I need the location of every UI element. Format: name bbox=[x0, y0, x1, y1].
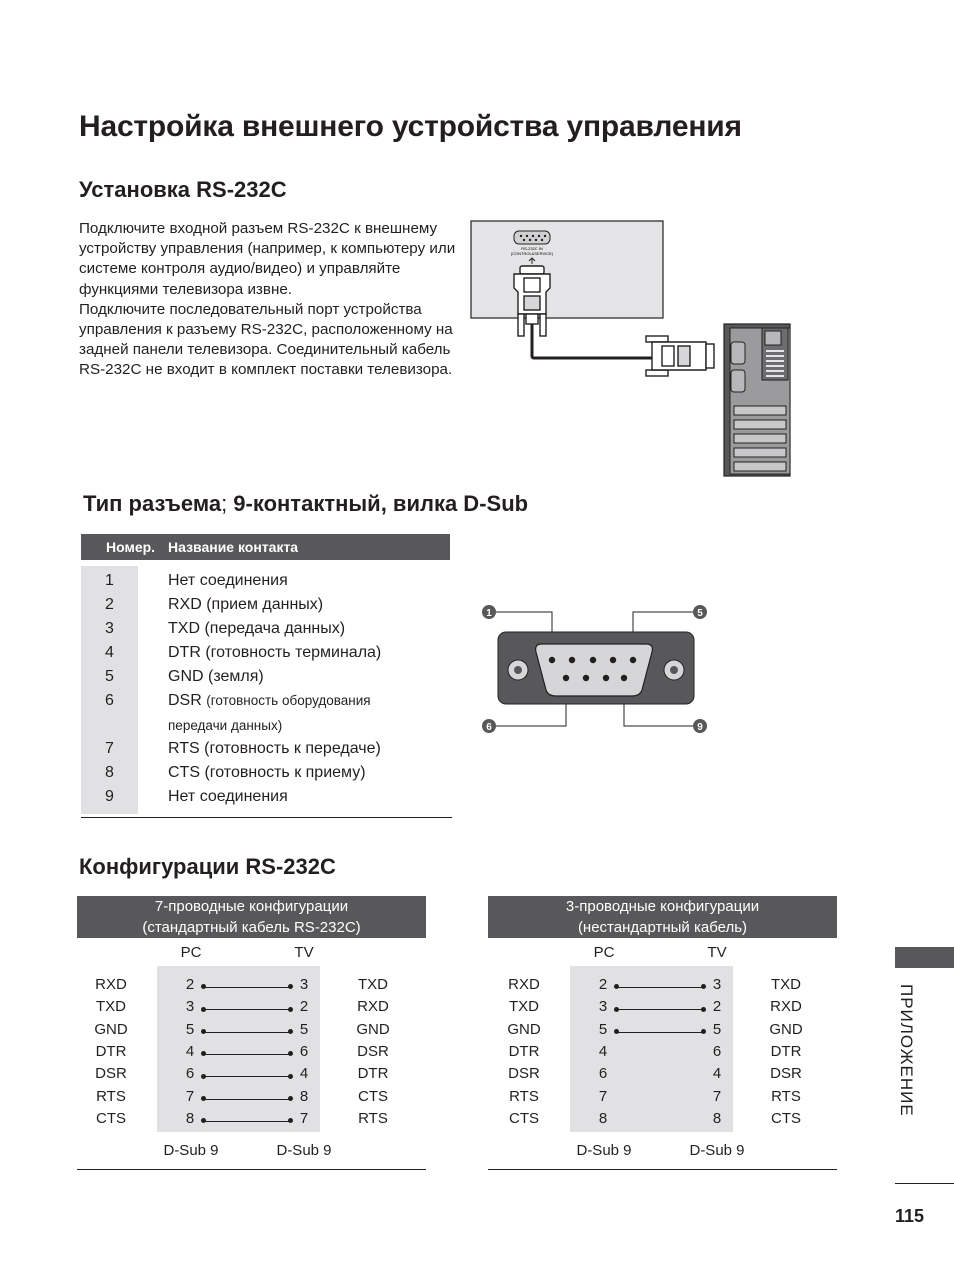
config3-pc-pin: 2 bbox=[598, 976, 608, 993]
config7-pc-pin: 5 bbox=[185, 1020, 195, 1038]
pin-number: 9 bbox=[105, 788, 114, 805]
section-heading-install: Установка RS-232C bbox=[79, 177, 287, 202]
config7-wire bbox=[204, 1054, 290, 1055]
config7-pc-pin: 2 bbox=[185, 976, 195, 993]
config3-wire bbox=[617, 987, 703, 988]
config7-left-signal: DTR bbox=[95, 1042, 127, 1060]
intro-text bbox=[79, 219, 474, 381]
pin-name-note-continued: передачи данных) bbox=[168, 718, 283, 733]
config7-tv-pin: 4 bbox=[299, 1065, 309, 1083]
page-number: 115 bbox=[895, 1206, 925, 1226]
config3-tv-pin: 2 bbox=[712, 998, 722, 1016]
config3-tv-pin: 5 bbox=[712, 1020, 722, 1038]
config3-left-signal: DTR bbox=[508, 1042, 540, 1060]
pin-badge-5-label: 5 bbox=[697, 608, 703, 619]
config3-right-signal: DSR bbox=[770, 1065, 802, 1083]
config3-tv-pin: 7 bbox=[712, 1087, 722, 1105]
pin-number: 1 bbox=[105, 572, 114, 589]
pin-number: 7 bbox=[105, 740, 114, 757]
config3-pc-pin: 6 bbox=[598, 1065, 608, 1083]
config3-pc-pin: 4 bbox=[598, 1042, 608, 1060]
config7-foot-tv: D-Sub 9 bbox=[276, 1142, 332, 1159]
config3-right-signal: CTS bbox=[771, 1109, 801, 1127]
section-heading-connector bbox=[83, 491, 528, 517]
config7-wire bbox=[204, 1009, 290, 1010]
horizontal-db9-plug bbox=[646, 336, 714, 376]
config3-left-signal: RTS bbox=[509, 1087, 539, 1105]
config3-title-line1: 3-проводные конфигурации bbox=[565, 898, 760, 915]
wire-dot-icon bbox=[288, 1029, 293, 1034]
config7-pc-pin: 3 bbox=[185, 998, 195, 1016]
config3-wire bbox=[617, 1009, 703, 1010]
wire-dot-icon bbox=[288, 1096, 293, 1101]
config7-tv-label: TV bbox=[294, 944, 314, 961]
config7-right-signal: GND bbox=[356, 1020, 390, 1038]
connector-heading-main: Тип разъема bbox=[83, 491, 222, 516]
config3-tv-pin: 6 bbox=[712, 1042, 722, 1060]
pin-number: 6 bbox=[105, 692, 114, 709]
config3-header bbox=[488, 896, 837, 938]
config3-pc-label: PC bbox=[593, 944, 615, 961]
config3-right-signal: GND bbox=[769, 1020, 803, 1038]
config7-tv-pin: 8 bbox=[299, 1087, 309, 1105]
port-label-line-2: (CONTROL&SERVICE) bbox=[510, 251, 554, 256]
intro-paragraph-1: Подключите входной разъем RS-232C к внешнему устройству управления (например, к компьютеру или системе контроля аудио/видео) и управляйте функциями телевизора извне. bbox=[79, 220, 456, 298]
config3-pc-pin: 8 bbox=[598, 1109, 608, 1127]
config3-right-signal: RXD bbox=[770, 998, 802, 1016]
config7-pc-pin: 7 bbox=[185, 1087, 195, 1105]
sidebar-tab-marker bbox=[895, 947, 954, 968]
config7-left-signal: RXD bbox=[95, 976, 127, 993]
pin-number: 5 bbox=[105, 668, 114, 685]
pin-number: 3 bbox=[105, 620, 114, 637]
config7-bottom-rule bbox=[77, 1169, 426, 1170]
pin-name: Нет соединения bbox=[168, 572, 288, 589]
pin-col-name: Название контакта bbox=[168, 539, 299, 555]
config7-tv-pin: 5 bbox=[299, 1020, 309, 1038]
config3-tv-pin: 3 bbox=[712, 976, 722, 993]
config3-right-signal: TXD bbox=[771, 976, 801, 993]
config7-tv-pin: 7 bbox=[299, 1109, 309, 1127]
wire-dot-icon bbox=[288, 1007, 293, 1012]
config7-header bbox=[77, 896, 426, 938]
config7-pc-pin: 8 bbox=[185, 1109, 195, 1127]
pin-number: 2 bbox=[105, 596, 114, 613]
config7-title-line2: (стандартный кабель RS-232C) bbox=[142, 919, 361, 936]
config7-right-signal: RXD bbox=[357, 998, 389, 1016]
config7-left-signal: CTS bbox=[96, 1109, 126, 1127]
pin-name: RTS (готовность к передаче) bbox=[168, 740, 381, 757]
config7-left-signal: TXD bbox=[96, 998, 126, 1016]
pin-badge-9-label: 9 bbox=[697, 722, 703, 733]
config7-pc-label: PC bbox=[180, 944, 202, 961]
config3-pc-pin: 5 bbox=[598, 1020, 608, 1038]
wire-dot-icon bbox=[701, 1029, 706, 1034]
connector-heading-sep: ; bbox=[221, 491, 234, 516]
pin-name bbox=[168, 692, 371, 710]
pin-name: RXD (прием данных) bbox=[168, 596, 324, 613]
pin-name: GND (земля) bbox=[168, 668, 264, 685]
config7-title-line1: 7-проводные конфигурации bbox=[154, 898, 349, 915]
pin-name: CTS (готовность к приему) bbox=[168, 764, 366, 781]
config7-wire bbox=[204, 1121, 290, 1122]
config3-pc-pin: 3 bbox=[598, 998, 608, 1016]
pin-table-bottom-rule bbox=[81, 817, 452, 818]
connection-illustration bbox=[468, 218, 798, 480]
pc-tower bbox=[724, 324, 790, 476]
config7-left-signal: RTS bbox=[96, 1087, 126, 1105]
config7-tv-pin: 6 bbox=[299, 1042, 309, 1060]
sidebar-label: ПРИЛОЖЕНИЕ bbox=[897, 984, 916, 1117]
wire-dot-icon bbox=[614, 1007, 619, 1012]
tv-rear-panel bbox=[471, 221, 663, 318]
config3-foot-pc: D-Sub 9 bbox=[576, 1142, 632, 1159]
config3-left-signal: DSR bbox=[508, 1065, 540, 1083]
pin-number: 4 bbox=[105, 644, 114, 661]
wire-dot-icon bbox=[288, 1074, 293, 1079]
config7-right-signal: RTS bbox=[358, 1109, 388, 1127]
connector-face bbox=[536, 644, 653, 696]
pin-name-main: DSR bbox=[168, 692, 202, 709]
config3-tv-pin: 8 bbox=[712, 1109, 722, 1127]
config3-right-signal: DTR bbox=[770, 1042, 802, 1060]
config3-bottom-rule bbox=[488, 1169, 837, 1170]
config3-wire bbox=[617, 1032, 703, 1033]
config7-right-signal: DTR bbox=[357, 1065, 389, 1083]
connector-heading-rest: 9-контактный, вилка D-Sub bbox=[233, 491, 529, 516]
config7-pc-pin: 4 bbox=[185, 1042, 195, 1060]
wire-dot-icon bbox=[201, 1007, 206, 1012]
pin-badge-1-label: 1 bbox=[486, 608, 492, 619]
wire-dot-icon bbox=[201, 1096, 206, 1101]
config3-tv-pin: 4 bbox=[712, 1065, 722, 1083]
pin-name: Нет соединения bbox=[168, 788, 288, 805]
pin-name-note: (готовность оборудования bbox=[206, 693, 371, 708]
pin-name: TXD (передача данных) bbox=[168, 620, 346, 637]
config3-right-signal: RTS bbox=[771, 1087, 801, 1105]
pin-col-number: Номер. bbox=[106, 539, 156, 555]
wire-dot-icon bbox=[701, 1007, 706, 1012]
pin-number: 8 bbox=[105, 764, 114, 781]
config7-left-signal: GND bbox=[94, 1020, 128, 1038]
config7-right-signal: DSR bbox=[357, 1042, 389, 1060]
page-number-rule bbox=[895, 1183, 954, 1184]
config7-wire bbox=[204, 1032, 290, 1033]
config3-left-signal: RXD bbox=[508, 976, 540, 993]
config7-wire bbox=[204, 1099, 290, 1100]
db9-connector-diagram bbox=[478, 598, 710, 738]
pin-badge-6-label: 6 bbox=[486, 722, 492, 733]
port-label-line-1: RS-232C IN bbox=[521, 246, 543, 251]
wire-dot-icon bbox=[201, 1029, 206, 1034]
config3-pc-pin: 7 bbox=[598, 1087, 608, 1105]
config7-right-signal: CTS bbox=[358, 1087, 388, 1105]
config7-pc-pin: 6 bbox=[185, 1065, 195, 1083]
config3-left-signal: TXD bbox=[509, 998, 539, 1016]
config7-wire bbox=[204, 987, 290, 988]
config3-foot-tv: D-Sub 9 bbox=[689, 1142, 745, 1159]
config7-foot-pc: D-Sub 9 bbox=[163, 1142, 219, 1159]
config3-tv-label: TV bbox=[707, 944, 727, 961]
config7-wire bbox=[204, 1076, 290, 1077]
config3-title-line2: (нестандартный кабель) bbox=[577, 919, 748, 936]
config7-right-signal: TXD bbox=[358, 976, 388, 993]
pin-name: DTR (готовность терминала) bbox=[168, 644, 382, 661]
config3-left-signal: GND bbox=[507, 1020, 541, 1038]
wire-dot-icon bbox=[614, 1029, 619, 1034]
serial-cable bbox=[532, 324, 652, 358]
wire-dot-icon bbox=[201, 1074, 206, 1079]
pin-table-header bbox=[81, 534, 450, 560]
config3-left-signal: CTS bbox=[509, 1109, 539, 1127]
config7-tv-pin: 2 bbox=[299, 998, 309, 1016]
section-heading-config: Конфигурации RS-232C bbox=[79, 854, 336, 879]
page-title: Настройка внешнего устройства управления bbox=[79, 110, 742, 143]
intro-paragraph-2: Подключите последовательный порт устройства управления к разъему RS-232C, расположенному на задней панели телевизора. Соединительный кабель RS-232C не входит в комплект поставки телевизора. bbox=[79, 300, 453, 379]
tv-rs232c-port bbox=[514, 231, 550, 244]
config7-left-signal: DSR bbox=[95, 1065, 127, 1083]
config7-tv-pin: 3 bbox=[299, 976, 309, 993]
